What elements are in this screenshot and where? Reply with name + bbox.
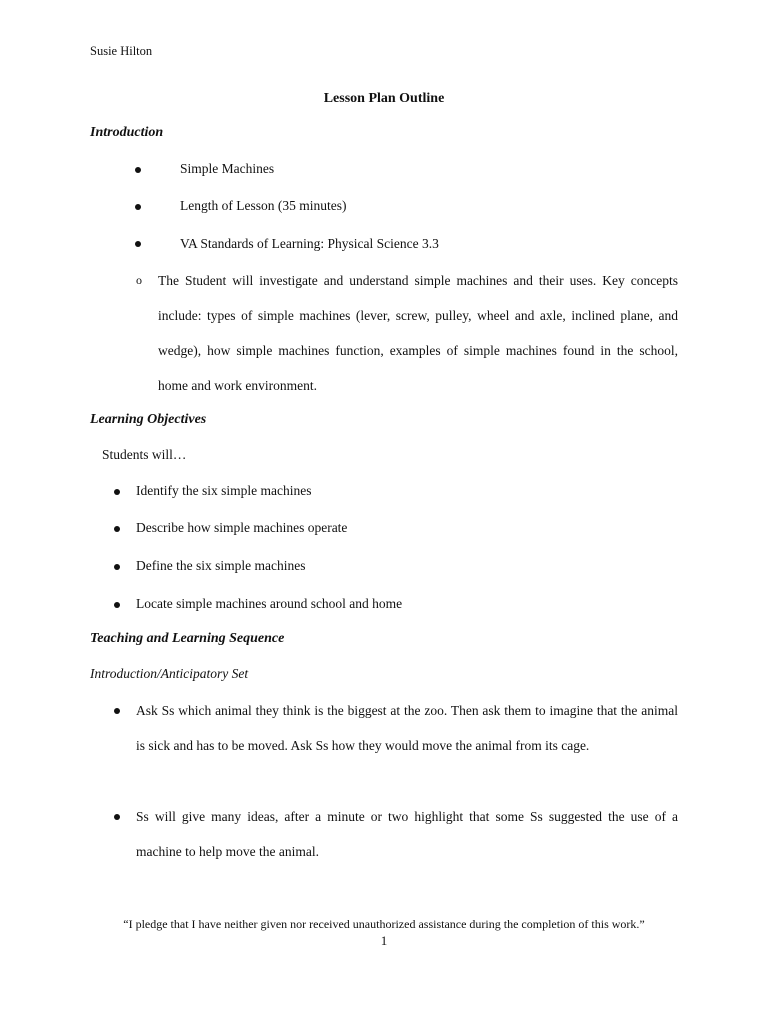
list-item: Define the six simple machines <box>136 558 306 573</box>
bullet-icon <box>114 814 120 820</box>
bullet-icon <box>135 204 141 210</box>
page-title: Lesson Plan Outline <box>323 91 445 106</box>
list-item: Simple Machines <box>180 161 275 176</box>
introduction-heading: Introduction <box>90 125 164 140</box>
list-item: VA Standards of Learning: Physical Science 3.3 <box>180 236 439 251</box>
bullet-icon <box>114 489 120 495</box>
author-name: Susie Hilton <box>90 44 153 58</box>
list-item: Describe how simple machines operate <box>136 520 348 535</box>
sequence-subheading: Introduction/Anticipatory Set <box>90 666 249 681</box>
list-item: Locate simple machines around school and home <box>136 596 403 611</box>
objectives-heading: Learning Objectives <box>90 412 207 427</box>
sub-bullet-icon: o <box>136 273 142 287</box>
list-item: Identify the six simple machines <box>136 483 312 498</box>
bullet-icon <box>135 167 141 173</box>
page-number: 1 <box>380 933 388 948</box>
standard-description: The Student will investigate and understand simple machines and their uses. Key concepts include: types of simple machines (lever, screw, pulley, wheel and axle, inclined plane, and wedge), how simple machines function, examples of simple machines found in the school, home and work environment. <box>158 273 678 393</box>
list-item: Ss will give many ideas, after a minute or two highlight that some Ss suggested the use of a machine to help move the animal. <box>136 809 678 859</box>
bullet-icon <box>114 602 120 608</box>
bullet-icon <box>135 241 141 247</box>
bullet-icon <box>114 526 120 532</box>
sequence-heading: Teaching and Learning Sequence <box>90 631 285 646</box>
honor-pledge: “I pledge that I have neither given nor received unauthorized assistance during the completion of this work.” <box>123 917 645 931</box>
list-item: Length of Lesson (35 minutes) <box>180 198 347 213</box>
bullet-icon <box>114 564 120 570</box>
list-item: Ask Ss which animal they think is the biggest at the zoo. Then ask them to imagine that the animal is sick and has to be moved. Ask Ss how they would move the animal from its cage. <box>136 703 678 753</box>
bullet-icon <box>114 708 120 714</box>
objectives-lead: Students will… <box>102 447 187 462</box>
